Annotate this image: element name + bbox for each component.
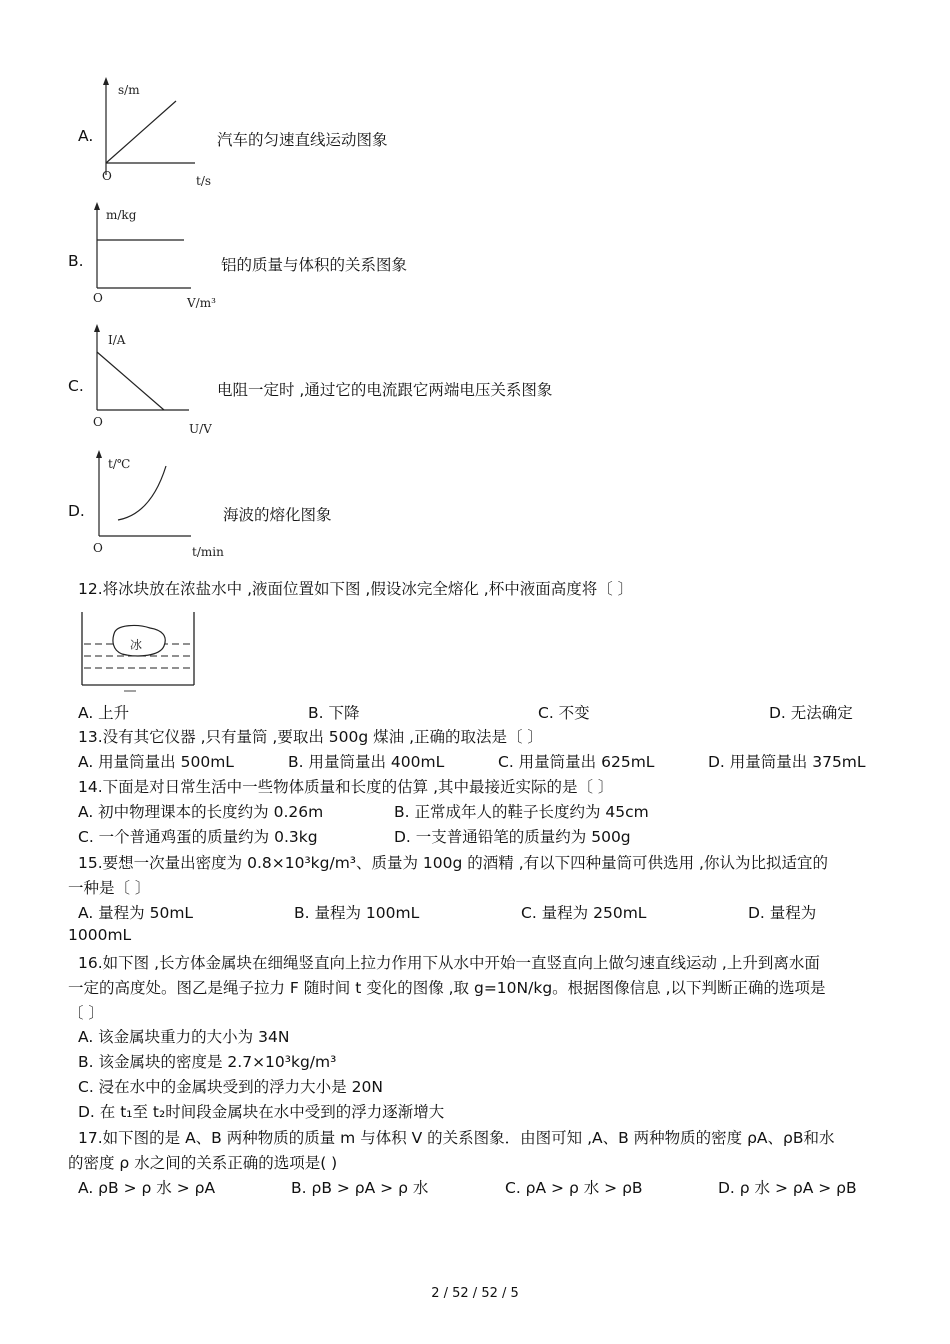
q17-option-a[interactable]: A. ρB > ρ 水 > ρA xyxy=(78,1179,216,1197)
q15-option-d[interactable]: D. 量程为 xyxy=(748,904,817,922)
q14-stem: 14.下面是对日常生活中一些物体质量和长度的估算 ,其中最接近实际的是〔 〕 xyxy=(78,778,614,796)
q12-option-a[interactable]: A. 上升 xyxy=(78,704,130,722)
graph-b-ylabel: m/kg xyxy=(106,208,137,222)
q15-option-c[interactable]: C. 量程为 250mL xyxy=(521,904,647,922)
q13-option-a[interactable]: A. 用量筒量出 500mL xyxy=(78,753,234,771)
q14-option-d[interactable]: D. 一支普通铅笔的质量约为 500g xyxy=(394,828,631,846)
graph-c-letter: C. xyxy=(68,377,84,395)
graph-a-letter: A. xyxy=(78,127,94,145)
graph-d-caption: 海波的熔化图象 xyxy=(223,506,332,524)
q16-option-c[interactable]: C. 浸在水中的金属块受到的浮力大小是 20N xyxy=(78,1078,383,1096)
q15-option-d-cont[interactable]: 1000mL xyxy=(68,926,132,944)
q15-stem-line1: 15.要想一次量出密度为 0.8×10³kg/m³、质量为 100g 的酒精 ,有以下四种量筒可供选用 ,你认为比拟适宜的 xyxy=(78,854,828,872)
graph-b-letter: B. xyxy=(68,252,84,270)
graph-c xyxy=(86,322,226,441)
graph-d-letter: D. xyxy=(68,502,85,520)
q13-option-b[interactable]: B. 用量筒量出 400mL xyxy=(288,753,445,771)
q17-option-d[interactable]: D. ρ 水 > ρA > ρB xyxy=(718,1179,857,1197)
q16-stem-line3: 〔 〕 xyxy=(68,1004,104,1022)
graph-c-xlabel: U/V xyxy=(189,422,212,436)
q13-option-d[interactable]: D. 用量筒量出 375mL xyxy=(708,753,866,771)
graph-a-caption: 汽车的匀速直线运动图象 xyxy=(217,131,388,149)
graph-d xyxy=(88,448,233,567)
q16-stem-line1: 16.如下图 ,长方体金属块在细绳竖直向上拉力作用下从水中开始一直竖直向上做匀速直线运动 ,上升到离水面 xyxy=(78,954,820,972)
graph-a-ylabel: s/m xyxy=(118,83,140,97)
q17-option-c[interactable]: C. ρA > ρ 水 > ρB xyxy=(505,1179,643,1197)
q17-stem-line2: 的密度 ρ 水之间的关系正确的选项是( ) xyxy=(68,1154,338,1172)
q12-option-d[interactable]: D. 无法确定 xyxy=(769,704,853,722)
q16-option-d[interactable]: D. 在 t₁至 t₂时间段金属块在水中受到的浮力逐渐增大 xyxy=(78,1103,445,1121)
graph-c-origin: O xyxy=(93,415,103,429)
q12-beaker-figure xyxy=(78,610,203,696)
q12-ice-label: 冰 xyxy=(130,638,143,652)
q13-stem: 13.没有其它仪器 ,只有量筒 ,要取出 500g 煤油 ,正确的取法是〔 〕 xyxy=(78,728,543,746)
q14-option-b[interactable]: B. 正常成年人的鞋子长度约为 45cm xyxy=(394,803,649,821)
q17-stem-line1: 17.如下图的是 A、B 两种物质的质量 m 与体积 V 的关系图象．由图可知 ,A、B 两种物质的密度 ρA、ρB和水 xyxy=(78,1129,835,1147)
q13-option-c[interactable]: C. 用量筒量出 625mL xyxy=(498,753,655,771)
q14-option-a[interactable]: A. 初中物理课本的长度约为 0.26m xyxy=(78,803,324,821)
q12-option-c[interactable]: C. 不变 xyxy=(538,704,590,722)
q16-option-a[interactable]: A. 该金属块重力的大小为 34N xyxy=(78,1028,290,1046)
page-footer: 2 / 52 / 52 / 5 xyxy=(431,1286,519,1301)
q14-option-c[interactable]: C. 一个普通鸡蛋的质量约为 0.3kg xyxy=(78,828,318,846)
q12-stem: 12.将冰块放在浓盐水中 ,液面位置如下图 ,假设冰完全熔化 ,杯中液面高度将〔 〕 xyxy=(78,580,634,598)
graph-d-xlabel: t/min xyxy=(192,545,224,559)
graph-b-caption: 铝的质量与体积的关系图象 xyxy=(221,256,408,274)
graph-b-xlabel: V/m³ xyxy=(187,296,216,310)
q15-option-b[interactable]: B. 量程为 100mL xyxy=(294,904,420,922)
graph-d-ylabel: t/℃ xyxy=(108,457,131,471)
graph-d-origin: O xyxy=(93,541,103,555)
graph-a-xlabel: t/s xyxy=(196,174,212,188)
graph-b-origin: O xyxy=(93,291,103,305)
graph-b xyxy=(86,200,226,319)
q16-stem-line2: 一定的高度处。图乙是绳子拉力 F 随时间 t 变化的图像 ,取 g=10N/kg。根据图像信息 ,以下判断正确的选项是 xyxy=(68,979,826,997)
graph-a xyxy=(95,75,225,194)
graph-c-caption: 电阻一定时 ,通过它的电流跟它两端电压关系图象 xyxy=(217,381,553,399)
q15-stem-line2: 一种是〔 〕 xyxy=(68,879,151,897)
q17-option-b[interactable]: B. ρB > ρA > ρ 水 xyxy=(291,1179,429,1197)
graph-a-origin: O xyxy=(102,169,112,183)
q16-option-b[interactable]: B. 该金属块的密度是 2.7×10³kg/m³ xyxy=(78,1053,337,1071)
q15-option-a[interactable]: A. 量程为 50mL xyxy=(78,904,194,922)
q12-option-b[interactable]: B. 下降 xyxy=(308,704,360,722)
graph-c-ylabel: I/A xyxy=(108,333,126,347)
